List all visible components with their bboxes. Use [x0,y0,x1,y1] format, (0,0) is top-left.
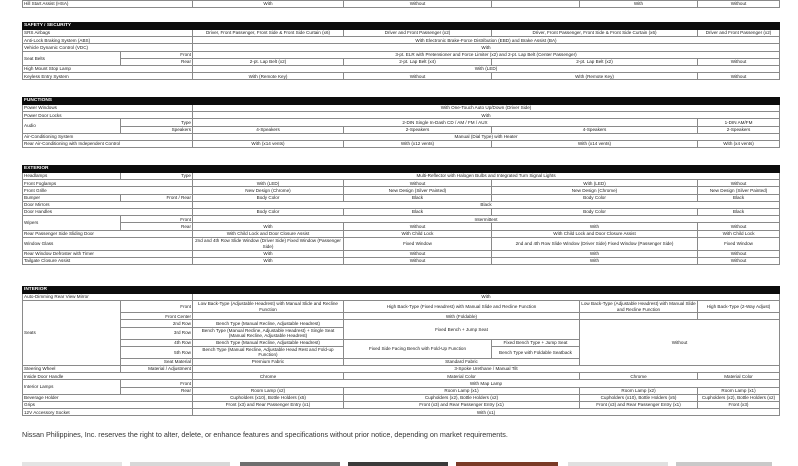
color-swatch [456,462,558,466]
table-row: Tailgate Closure Assist With Without With Without [23,257,780,264]
section-header-exterior: EXTERIOR [23,166,780,173]
table-row: Interior Lamps Front With Map Lamp [23,380,780,387]
table-row: Window Glass 2nd and 4th Row Slide Window (Driver Side) Fixed Window (Passenger Side) Fixed Window 2nd and 4th Row Slide Window (Driver Side) Fixed Window (Passenger Side) Fixed Window [23,237,780,250]
table-row: Headlamps Type Multi-Reflector with Halogen Bulbs and Integrated Turn Signal Lights [23,173,780,180]
table-row: Vehicle Dynamic Control (VDC) With [23,44,780,51]
table-row: Door Mirrors Black [23,201,780,208]
section-header-functions: FUNCTIONS [23,98,780,105]
table-row: Seat Belts Front 3-pt. ELR with Pretensioner and Force Limiter (x2) and 2-pt. Lap Belt (Center Passenger) [23,51,780,58]
table-row: Rear 2-pt. Lap Belt (x2) 2-pt. Lap Belt (x4) 2-pt. Lap Belt (x2) Without [23,58,780,65]
color-swatch [240,462,340,466]
table-row: Rear Passenger Side Sliding Door With Child Lock and Door Closure Assist With Child Lock With Child Lock and Door Closure Assist With Child Lock [23,230,780,237]
table-row: Front Center With (Foldable) [23,313,780,320]
section-header-safety: SAFETY / SECURITY [23,23,780,30]
table-row: Air-Conditioning System Manual (Dial Type) with Heater [23,133,780,140]
table-row: Grips Front (x3) and Rear Passenger Entry (x1) Front (x3) and Rear Passenger Entry (x1) Front (x3) and Rear Passenger Entry (x1) Front (x3) [23,401,780,408]
table-row: Audio Type 2-DIN Single In-Dash CD / AM / FM / AUX 1-DIN AM/FM [23,119,780,126]
table-row: SRS Airbags Driver, Front Passenger, Front Side & Front Side Curtain (x6) Driver and Front Passenger (x2) Driver, Front Passenger, Front Side & Front Side Curtain (x6) Driver and Front Passenger (x2) [23,30,780,37]
table-row: Front Grille New Design (Chrome) New Design (Silver Painted) New Design (Chrome) New Design (Silver Painted) [23,187,780,194]
table-row: Speakers 4-Speakers 2-Speakers 4-Speakers 2-Speakers [23,126,780,133]
table-row: Keyless Entry System With (Remote Key) Without With (Remote Key) Without [23,73,780,80]
table-row: Power Door Locks With [23,112,780,119]
table-row: Beverage Holder Cupholders (x10), Bottle Holders (x5) Cupholders (x2), Bottle Holders (x2) Cupholders (x10), Bottle Holders (x5) Cupholders (x2), Bottle Holders (x2) [23,394,780,401]
safety-security-table [22,22,780,80]
exterior-table [22,165,780,265]
color-swatch [348,462,448,466]
spec-table-top [22,0,780,8]
table-row: 4th Row Bench Type (Manual Recline, Adjustable Headrest) Fixed Side Facing Bench with Fold-Up Function Fixed Bench Type + Jump Seat [23,339,780,346]
table-row: Power Windows With One-Touch Auto Up/Down (Driver Side) [23,105,780,112]
interior-table [22,286,780,416]
table-row: 12V Accessory Socket With (x1) [23,409,780,416]
table-row: Rear Window Defroster with Timer With Without With Without [23,250,780,257]
table-row: 5th Row Bench Type (Manual Recline, Adjustable Head Rest and Fold-up Function) Bench Type with Foldable Seatback [23,346,780,358]
table-row: Hill Start Assist (HSA) With Without With Without [23,1,780,8]
table-row: Inside Door Handle Chrome Material Color Chrome Material Color [23,373,780,380]
color-swatch [130,462,230,466]
color-swatch [22,462,122,466]
section-header-interior: INTERIOR [23,287,780,294]
table-row: Rear Air-Conditioning with Independent Control With (x14 vents) With (x12 vents) With (x14 vents) With (x4 vents) [23,140,780,147]
table-row: Rear With Without With Without [23,223,780,230]
table-row: Wipers Front Intermittent [23,216,780,223]
table-row: Seat Material Premium Fabric Standard Fabric [23,358,780,365]
color-swatch [568,462,668,466]
disclaimer-footnote: Nissan Philippines, Inc. reserves the right to alter, delete, or enhance features and specifications without prior notice, depending on market requirements. [22,430,508,439]
table-row: Anti-Lock Braking System (ABS) With Electronic Brake-Force Distribution (EBD) and Brake Assist (BA) [23,37,780,44]
table-row: Steering Wheel Material / Adjustment 3-Spoke Urethane / Manual Tilt [23,365,780,372]
table-row: Auto-Dimming Rear View Mirror With [23,294,780,301]
table-row: Rear Room Lamp (x2) Room Lamp (x1) Room Lamp (x2) Room Lamp (x1) [23,387,780,394]
table-row: 3rd Row Bench Type (Manual Recline, Adjustable Headrest) + Single Seat (Manual Recline, Adjustable Headrest) [23,327,780,339]
table-row: 2nd Row Bench Type (Manual Recline, Adjustable Headrest) Fixed Bench + Jump Seat Without [23,320,780,327]
color-swatch [676,462,772,466]
table-row: Seats Front Low Back-Type (Adjustable Headrest) with Manual Slide and Recline Function High Back-Type (Fixed Headrest) with Manual Slide and Recline Function Low Back-Type (Adjustable Headrest) with Manual Slide and Recline Function High Back-Type (2-Way Adjust) [23,301,780,313]
table-row: Bumper Front / Rear Body Color Black Body Color Black [23,194,780,201]
functions-table [22,97,780,148]
table-row: High Mount Stop Lamp With (LED) [23,65,780,72]
table-row: Door Handles Body Color Black Body Color Black [23,208,780,215]
table-row: Front Foglamps With (LED) Without With (LED) Without [23,180,780,187]
